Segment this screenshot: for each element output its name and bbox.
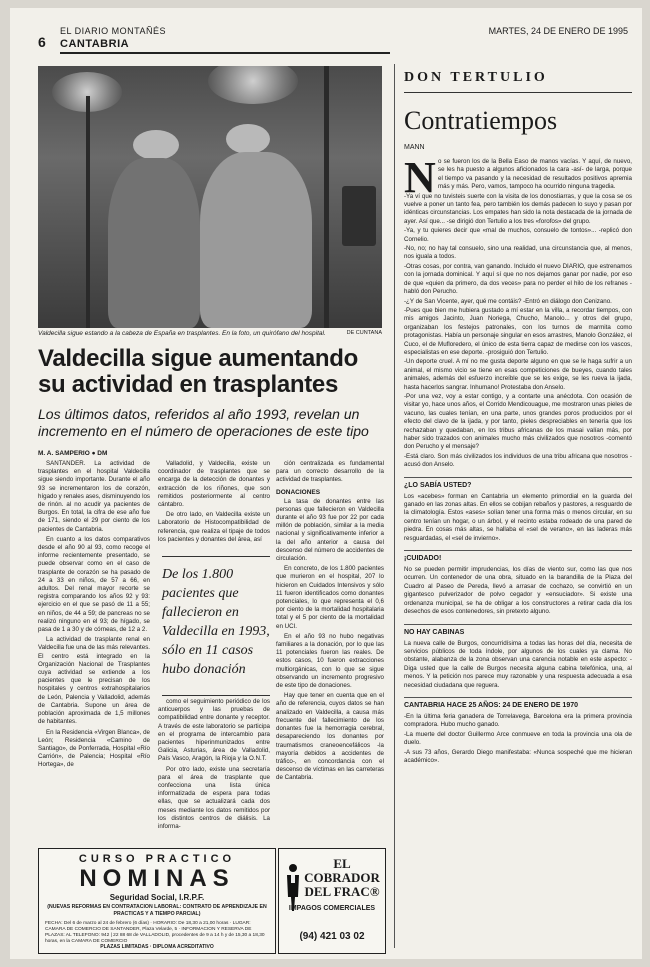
paragraph: -Un deporte cruel. A mí no me gusta deporte alguno en que se le haga sufrir a un animal, el mismo vicio se tiene en esas competiciones de bueyes, cuando tales animales, además del esfuerzo increíble que se les exige, se les rueva la ijada, hasta hacerlos sangrar. Inhumano! Protestaba don Anselo.	[404, 358, 632, 391]
article-column-1	[38, 460, 150, 840]
paragraph: En la Residencia «Virgen Blanca», de León; Residencia «Camino de Santiago», de Ponferrada, Hospital «Río Carrión», de Palencia; Hospital «Río Hortega», de	[38, 728, 150, 769]
paragraph: Hay que tener en cuenta que en el año de referencia, cuyos datos se han analizado en Valdecilla, a causa más frecuente del fallecimiento de los donantes fue la hemorragia cerebral, desapareciendo los donantes por traumatismos craneoencefálicos -la mayoría debidos a accidentes de tráfico-, en concordancia con el descenso de víctimas en las carreteras de Cantabria.	[276, 692, 384, 782]
paragraph: -A sus 73 años, Gerardo Diego manifestaba: «Nunca sospeché que me hicieran académico».	[404, 748, 632, 764]
section-name: CANTABRIA	[60, 38, 130, 50]
paragraph: La nueva calle de Burgos, concurridísima a todas las horas del día, necesita de servicios públicos de toda índole, por algunos de los cuales ya clama. No obstante, alabanza de la zona observan una carencia notable en este aspecto: -Diga usted que la calle de Burgos necesita alguna cabina telefónica, una, al menos. Y la petición nos parece muy razonable y una respuesta adecuada a esa necesidad ciudadana que reguera.	[404, 639, 632, 689]
section-heading: CANTABRIA HACE 25 AÑOS: 24 DE ENERO DE 1970	[404, 697, 632, 709]
course-advertisement	[38, 848, 276, 954]
paragraph: Por otro lado, existe una secretaría para el área de trasplante que confecciona una lista única informatizada de espera para todas ellas, que se actualizará cada dos meses mediante los datos remitidos por los distintos centros de diálisis. La informa-	[158, 765, 270, 831]
paragraph: -¿Y de San Vicente, ayer, qué me contáis? -Entró en diálogo don Cenizano.	[404, 297, 612, 305]
page-header	[32, 22, 632, 52]
paragraph: -Está claro. Son más civilizados los individuos de una tribu africana que nosotros -acusó don Anselo.	[404, 452, 632, 469]
column-author: MANN	[404, 144, 425, 151]
paragraph: Valladolid, y Valdecilla, existe un coordinador de trasplantes que se encarga de la detección de donantes y extracción de los riñones, que son remitidos posteriormente al centro cántabro.	[158, 460, 270, 509]
section-heading: DONACIONES	[276, 488, 321, 496]
surgeon-figure	[200, 152, 312, 328]
ad-course-footer: PLAZAS LIMITADAS · DIPLOMA ACREDITATIVO	[100, 944, 214, 950]
article-headline: Valdecilla sigue aumentando su actividad en trasplantes	[38, 345, 359, 398]
column-title: Contratiempos	[404, 106, 558, 135]
newspaper-name: EL DIARIO MONTAÑÉS	[60, 26, 167, 36]
photo-credit: DE CUNTANA	[346, 330, 382, 336]
paragraph: La actividad de trasplante renal en Valdecilla fue una de las más relevantes. El centro está integrado en la Organización Nacional de Trasplantes cuya actividad se extiende a los pacientes que le precisan de los hospitales y centros extrahospitalarios de León, Palencia y Valladolid, además de Cantabria. Supone un área de población aproximada de 1,5 millones de habitantes.	[38, 636, 150, 726]
article-byline: M. A. SAMPERIO ● DM	[38, 450, 108, 457]
surgeon-cap	[133, 130, 179, 160]
ad-course-title: NOMINAS	[79, 865, 235, 892]
article-column-2-top	[158, 460, 270, 552]
header-rule	[60, 52, 390, 54]
column-series-banner	[404, 68, 632, 93]
column-divider	[394, 64, 395, 948]
paragraph: -En la última feria ganadera de Torrelavega, Barcelona era la primera provincia compradora. Hubo mucho ganado.	[404, 712, 632, 729]
monitor	[342, 186, 376, 246]
opinion-column-body	[404, 153, 632, 948]
operating-room-photo	[38, 66, 382, 328]
paragraph: En concreto, de los 1.800 pacientes que murieron en el hospital, 207 lo hicieron en Cuidados Intensivos y sólo 11 fueron identificados como donantes potenciales, lo que representa el 0,6 por ciento de la mortalidad hospitalaria total y el 5 por ciento de la mortalidad en UCI.	[276, 565, 384, 630]
article-subheadline: Los últimos datos, referidos al año 1993, revelan un incremento en el número de operaciones de este tipo	[38, 406, 369, 439]
paragraph: -Pues que bien me hubiera gustado a mí estar en la villa, a recordar tiempos, con mis amigos Jacinto, Juan Noriega, Chucho, Manolo... y otros del grupo, organizaban los festejos patronales, con los turnos de marmita como protagonistas. Había un personaje singular en esos arrastres, Manolo González, el Cuco, el de Mufloredero, el único de esta tierra capaz de medirse con los vascos, especialistas en ese deporte. -prosiguió don Tertulio.	[404, 306, 632, 356]
paragraph: La tasa de donantes entre las personas que fallecieron en Valdecilla durante el año 93 fue por 22 por cada millón de población, similar a la media nacional y significativamente inferior a la del año anterior a causa del descenso del número de accidentes de circulación.	[276, 497, 384, 563]
paragraph: -Otras cosas, por contra, van ganando. Incluido el nuevo DIARIO, que estrenamos con la jornada dominical. Y aquí sí que no nos dejamos ganar por nadie, por eso de que «quien da primero, da dos veces» para no perder el hilo de los refranes -habló don Perucho.	[404, 262, 632, 296]
photo-caption: Valdecilla sigue estando a la cabeza de España en trasplantes. En la foto, un quirófano del hospital.	[38, 330, 326, 337]
surgeon-cap	[226, 124, 270, 154]
ad-collector-subtitle: IMPAGOS COMERCIALES	[288, 905, 376, 912]
paragraph: De otro lado, en Valdecilla existe un Laboratorio de Histocompatibilidad de referencia, que realiza el tipaje de todos los pacientes y donantes del área, así	[158, 511, 270, 543]
paragraph: -Por una vez, voy a estar contigo, y a contarte una anécdota. Con ocasión de visitar yo, hace unos años, el Corrido Mendicouague, me mostraron unas pieles de vacuno, las cuales tenían, en una parte, unos grandes poros producidos por el efecto del clavo de la ijada, y por tanto, pieles despreciables en tenería que los rechazaban y quedaban, en los tribus africanas de los masai valían más, por haber sido trazados con animales mucho más civilizados que nosotros -comentó don Perucho y el mensaje?	[404, 392, 632, 451]
paragraph: SANTANDER. La actividad de trasplantes en el hospital Valdecilla sigue siendo importante. Durante el año 93 se incrementaron los de corazón, hígado y renales ases, disminuyendo los de rinón. al no acudir ya pacientes de Burgos. En total, la cifra de ese año fue de 171, siendo el 29 por ciento de los pacientes de Cantabria.	[38, 460, 150, 533]
surgical-lamp	[208, 66, 298, 104]
ad-course-topics: (NUEVAS REFORMAS EN CONTRATACION LABORAL: CONTRATO DE APRENDIZAJE EN PRACTICAS Y A TIEMPO PARCIAL)	[47, 904, 267, 917]
debt-collector-advertisement	[278, 848, 386, 954]
paragraph: -No, no; no hay tal consuelo, sino una realidad, una circunstancia que, al menos, nos iguala a todos.	[404, 245, 632, 261]
article-column-2-bottom	[158, 698, 270, 840]
ad-course-label: CURSO PRACTICO	[78, 853, 236, 865]
issue-date: MARTES, 24 DE ENERO DE 1995	[488, 26, 628, 36]
lead-paragraph: o se fueron los de la Bella Easo de manos vacías. Y aquí, de nuevo, se les ha puesto a algunos aficionados la cara -así- de larga, porque el tiempo va pasando y la necesidad de resultados positivos apremia más y más. Pero, vamos, tampoco ha ocurrido ninguna tragedia.	[438, 158, 632, 191]
ad-collector-phone: (94) 421 03 02	[299, 931, 365, 942]
ad-course-subtitle: Seguridad Social, I.R.P.F.	[109, 893, 205, 902]
surgeon-figure	[108, 158, 200, 328]
ad-course-details: FECHA: Del 6 de marzo al 24 de febrero (6 días) · HORARIO: De 18,30 a 21,00 horas · LUGAR: CAMARA DE COMERCIO DE SANTANDER, Plaza Velarde, 5 · INFORMACION Y RESERVA DE PLAZAS: AL TELEFONO: 942 | 22 88 68 de VALLADOLID, procedentes de 9 a 14 h y de 15,30 a 18,30 horas, en la CAMARA DE COMERCIO	[45, 921, 265, 944]
paragraph: En cuanto a los datos comparativos desde el año 90 al 93, como recoge el informe recientemente presentado, se puede observar como en el caso de trasplante de corazón se ha pasado de 24 a 33 en niños, de 57 a 66, en adultos. Del renal mayor recorte se registra comparando los años 92 y 93: ejercicio en el que se pasó de 11 a 55; en niños, de 44 a 59; de pancreas no se realizó ninguno en el 93; de hígado, se pasa de 1 a 30 y de córneas, de 12 a 2.	[38, 535, 150, 634]
paragraph: como el seguimiento periódico de los anticuerpos y las pruebas de compatibilidad entre donante y receptor. A través de este laboratorio se participa en el programa de intercambio para pacientes hiperinmunizados entre Galicia, Asturias, área de Valladolid, País Vasco, Aragón, la Rioja y la O.N.T.	[158, 698, 270, 763]
section-heading: ¡CUIDADO!	[404, 550, 632, 562]
ad-collector-title: EL COBRADOR DEL FRAC®	[304, 856, 380, 899]
drop-cap: N	[404, 153, 436, 202]
paragraph: Los «acebes» forman en Cantabria un elemento primordial en la guarda del ganado en las zonas altas. En ellos se cobijan rebaños y pastores, a resguardo de la climatología. Estos «ases» solían tener una forma más o menos circular, en su centro tenían un hogar, o un árbol, y el recinto estaba rodeado de una pared de piedra. En cosas más altas, se hallaba el «sel de verano», en las laderas más resguardadas, el «sel de invierno».	[404, 492, 632, 542]
paragraph: -La muerte del doctor Guillermo Arce conmueve en toda la provincia una ola de duelo.	[404, 730, 632, 747]
equipment-pole	[86, 96, 90, 328]
pull-quote: De los 1.800 pacientes que fallecieron en Valdecilla en 1993, sólo en 11 casos hubo donación	[162, 556, 270, 696]
paragraph: -Ya, y tu quieres decir que «mal de muchos, consuelo de tontos»... -replicó don Cornelio.	[404, 227, 632, 243]
paragraph: -Ya ví que no tuvisteis suerte con la visita de los donostiarras, y que la cosa se os vuelve a poner un tanto fea, pero también los demás padecen lo suyo y pasan por idénticas circunstancias. Los empates han sido la nota destacada de la jornada de ayer. Así que... -se dirigió don Tertulio a los tres «forofos» del grupo.	[404, 192, 632, 225]
section-heading: ¿LO SABÍA USTED?	[404, 477, 632, 489]
newspaper-page	[10, 8, 642, 959]
equipment-pole	[324, 66, 329, 328]
paragraph: No se pueden permitir imprudencias, los días de viento sur, como las que nos ocurren. Un contenedor de una obra, situado en la barandilla de la Plaza del Cuadro al Paseo de Pereda, llevó a arrasar de cochazo, se convirtió en un gigantesco pulverizador de polvo cegador y «ensuciador». Si existe una ordenanza municipal, se ha de obligar a los constructores a retirar cada día los desechos de esos contenedores, sin pretexto alguno.	[404, 566, 632, 616]
article-column-3	[276, 460, 384, 840]
paragraph: En el año 93 no hubo negativas familiares a la donación, por lo que las 11 potenciales fueron las reales. De estos casos, 10 fueron extracciones multiorgánicas, con lo que se sigue observando un incremento progresivo de este tipo de donaciones.	[276, 632, 384, 690]
page-number: 6	[38, 34, 46, 50]
column-series-name: DON TERTULIO	[404, 70, 548, 85]
paragraph: ción centralizada es fundamental para un correcto desarrollo de la actividad de trasplantes.	[276, 460, 384, 484]
section-heading: NO HAY CABINAS	[404, 624, 632, 636]
